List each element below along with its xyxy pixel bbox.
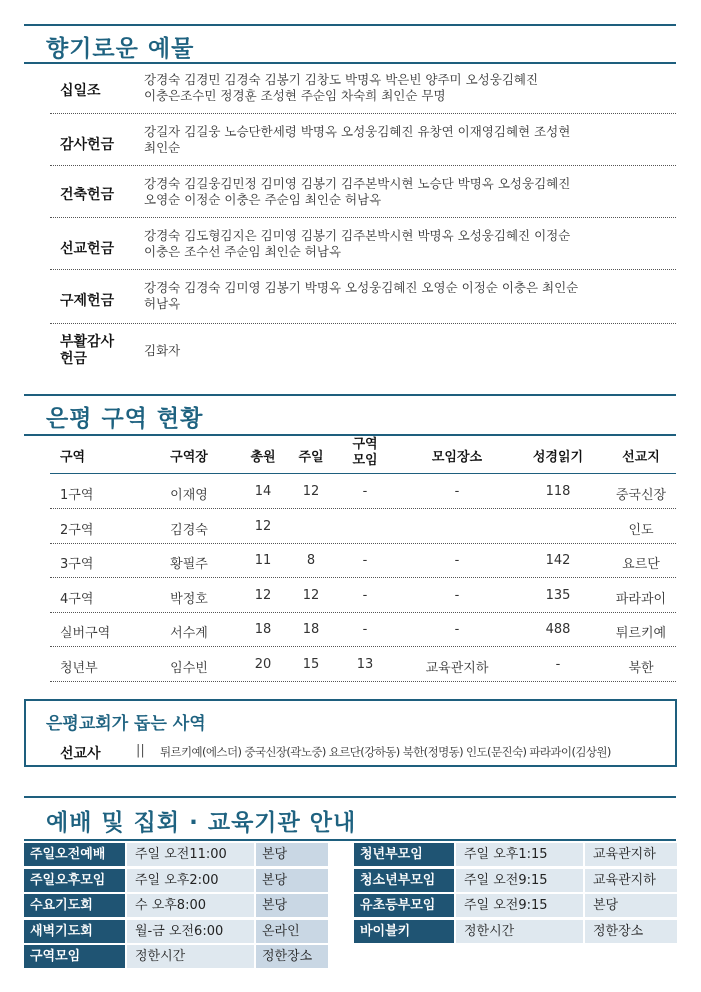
offering-names-line: 강경숙 김도형김지은 김미영 김봉기 김주본박시현 박명옥 오성웅김혜진 이정순 (144, 228, 571, 243)
offering-names-line: 오영순 이정순 이충은 주순임 최인순 허남옥 (144, 192, 382, 207)
district-row (50, 648, 676, 682)
service-time: 정한시간 (456, 920, 583, 943)
offering-label-line: 부활감사 (60, 334, 115, 350)
service-label: 구역모임 (24, 945, 125, 968)
district-cell-gu: 실버구역 (60, 626, 111, 641)
district-cell-place: 교육관지하 (425, 660, 489, 676)
district-cell-bible: - (555, 656, 561, 672)
service-place: 정한장소 (256, 945, 328, 968)
district-cell-meet: - (362, 484, 368, 499)
offering-names-line: 강경숙 김경숙 김미영 김봉기 박명옥 오성웅김혜진 오영순 이정순 이충은 최인순 (144, 280, 579, 295)
district-cell-missionary: 인도 (628, 522, 654, 538)
service-time: 주일 오전11:00 (127, 843, 254, 866)
service-time: 주일 오전9:15 (456, 894, 583, 917)
district-cell-place: - (454, 587, 460, 603)
offering-names-line: 최인순 (144, 140, 181, 155)
district-cell-sunday: 12 (302, 484, 320, 499)
offerings-title: 향기로운 예물 (46, 36, 195, 62)
header-bible: 성경읽기 (532, 450, 584, 465)
offering-names (144, 124, 674, 156)
district-row (50, 475, 676, 509)
offering-row-building (50, 166, 676, 218)
offering-label-line: 헌금 (60, 351, 88, 367)
mission-box (24, 699, 677, 767)
district-cell-total: 14 (254, 484, 272, 499)
district-cell-meet: - (362, 622, 368, 637)
offering-names-line: 이충은조수민 정경훈 조성현 주순임 차숙희 최인순 무명 (144, 88, 446, 103)
district-cell-meet: - (362, 587, 368, 603)
offering-names (144, 280, 674, 312)
header-missionary: 선교지 (622, 450, 660, 465)
service-place: 본당 (256, 894, 328, 917)
service-label: 바이블키 (354, 920, 454, 943)
district-cell-missionary: 중국신장 (615, 488, 667, 503)
district-cell-place: - (454, 622, 460, 637)
header-total: 총원 (250, 450, 276, 465)
offering-names-line: 강경숙 김경민 김경숙 김봉기 김창도 박명옥 박은빈 양주미 오성웅김혜진 (144, 72, 539, 87)
service-label: 청소년부모임 (354, 869, 454, 892)
offering-names-line: 강길자 김길웅 노승단한세령 박명옥 오성웅김혜진 유창연 이재영김혜현 조성현 (144, 124, 571, 139)
service-place: 본당 (256, 869, 328, 892)
offering-label: 십일조 (60, 83, 101, 99)
service-label: 주일오후모임 (24, 869, 125, 892)
offering-label: 구제헌금 (60, 293, 115, 309)
offering-row-mission (50, 218, 676, 270)
district-cell-place: - (454, 484, 460, 499)
district-row (50, 544, 676, 578)
district-cell-meet: - (362, 553, 368, 568)
district-cell-total: 18 (254, 622, 272, 637)
district-cell-missionary: 요르단 (622, 557, 660, 572)
header-place: 모임장소 (431, 450, 483, 465)
district-cell-place: - (454, 553, 460, 568)
offering-label: 건축헌금 (60, 187, 115, 203)
district-cell-sunday: 15 (302, 656, 320, 672)
district-cell-total: 20 (254, 656, 272, 672)
district-cell-missionary: 북한 (628, 660, 654, 676)
district-cell-missionary: 파라과이 (615, 591, 667, 607)
district-cell-gu: 4구역 (60, 591, 94, 607)
offering-row-easter (50, 324, 676, 380)
service-place: 본당 (585, 894, 677, 917)
district-cell-leader: 박정호 (170, 591, 208, 607)
services-rule (24, 839, 676, 841)
service-time: 주일 오전9:15 (456, 869, 583, 892)
districts-title: 은평 구역 현황 (46, 406, 204, 432)
district-cell-bible: 118 (545, 484, 571, 499)
district-cell-leader: 김경숙 (170, 522, 208, 538)
district-cell-bible: 142 (545, 553, 571, 568)
header-sunday: 주일 (298, 450, 324, 465)
district-cell-missionary: 튀르키예 (615, 626, 667, 641)
top-rule (24, 24, 676, 26)
offering-names (144, 343, 674, 359)
offering-label: 선교헌금 (60, 241, 115, 257)
district-row (50, 510, 676, 544)
service-label: 수요기도회 (24, 894, 125, 917)
district-cell-leader: 이재영 (170, 488, 208, 503)
district-cell-bible: 488 (545, 622, 571, 637)
district-cell-total: 12 (254, 587, 272, 603)
offering-row-relief (50, 270, 676, 324)
services-title: 예배 및 집회 · 교육기관 안내 (46, 810, 357, 836)
district-cell-total: 11 (254, 553, 272, 568)
service-time: 정한시간 (127, 945, 254, 968)
districts-top-rule (24, 394, 676, 396)
district-cell-sunday: 8 (306, 553, 316, 568)
mission-separator: || (136, 743, 145, 758)
offering-label (60, 334, 132, 368)
service-label: 주일오전예배 (24, 843, 125, 866)
district-cell-sunday: 18 (302, 622, 320, 637)
district-cell-leader: 서수계 (170, 626, 208, 641)
service-place: 본당 (256, 843, 328, 866)
service-time: 주일 오후1:15 (456, 843, 583, 866)
service-place: 교육관지하 (585, 869, 677, 892)
mission-label: 선교사 (60, 746, 101, 762)
district-cell-gu: 2구역 (60, 522, 94, 538)
district-cell-bible: 135 (545, 587, 571, 603)
services-top-rule (24, 796, 676, 798)
header-gu: 구역 (60, 450, 86, 465)
district-cell-gu: 3구역 (60, 557, 94, 572)
offering-names (144, 176, 674, 208)
offering-row-thanks (50, 114, 676, 166)
service-place: 정한장소 (585, 920, 677, 943)
header-meeting (342, 437, 388, 469)
district-cell-gu: 1구역 (60, 488, 94, 503)
service-time: 주일 오후2:00 (127, 869, 254, 892)
service-place: 온라인 (256, 920, 328, 943)
header-leader: 구역장 (170, 450, 208, 465)
offering-names (144, 72, 674, 104)
district-cell-leader: 임수빈 (170, 660, 208, 676)
district-cell-gu: 청년부 (60, 660, 98, 676)
district-cell-sunday: 12 (302, 587, 320, 603)
offering-names-line: 허남옥 (144, 296, 181, 311)
service-label: 유초등부모임 (354, 894, 454, 917)
mission-list: 튀르키예(에스더) 중국신장(곽노중) 요르단(강하동) 북한(정명동) 인도(문진숙) 파라과이(김상원) (160, 745, 611, 759)
offering-names-line: 김화자 (144, 343, 181, 358)
mission-title: 은평교회가 돕는 사역 (46, 714, 206, 734)
offering-names-line: 강경숙 김길웅김민정 김미영 김봉기 김주본박시현 노승단 박명옥 오성웅김혜진 (144, 176, 571, 191)
header-meeting-line: 모임 (352, 453, 378, 468)
offering-row-tithe (50, 64, 676, 114)
district-cell-total: 12 (254, 518, 272, 534)
service-time: 수 오후8:00 (127, 894, 254, 917)
district-cell-leader: 황필주 (170, 557, 208, 572)
service-label: 청년부모임 (354, 843, 454, 866)
offering-names-line: 이충은 조수선 주순임 최인순 허남옥 (144, 244, 342, 259)
district-row (50, 613, 676, 647)
service-time: 월-금 오전6:00 (127, 920, 254, 943)
district-table-header (50, 436, 676, 474)
service-label: 새벽기도회 (24, 920, 125, 943)
offering-label: 감사헌금 (60, 137, 115, 153)
district-row (50, 579, 676, 613)
service-place: 교육관지하 (585, 843, 677, 866)
offering-names (144, 228, 674, 260)
header-meeting-line: 구역 (352, 437, 378, 452)
district-cell-meet: 13 (356, 656, 374, 672)
